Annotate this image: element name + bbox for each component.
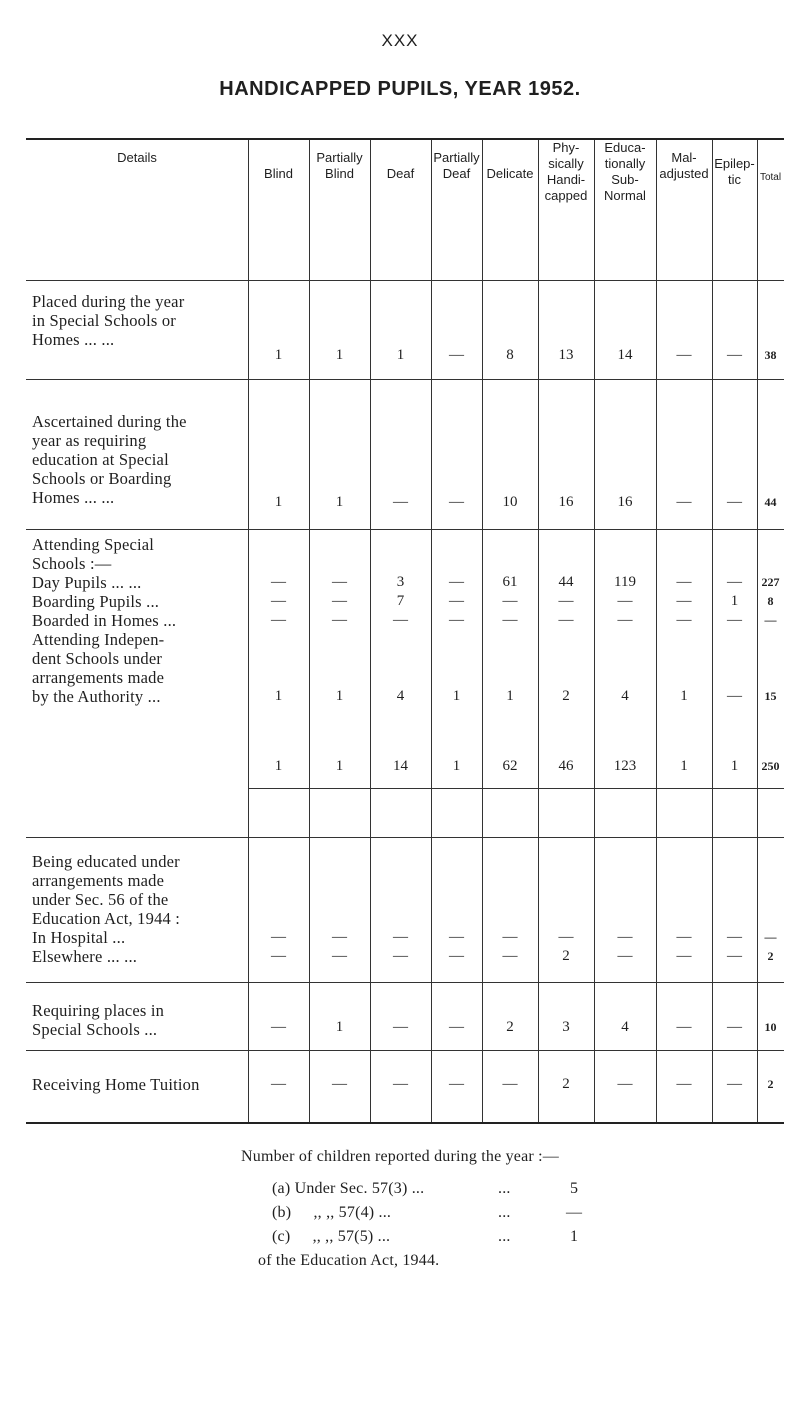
footer-marker: (b) [272, 1204, 292, 1221]
cell-delicate: — [502, 612, 518, 628]
footer-marker: (c) [272, 1228, 291, 1245]
cell-deaf: — [393, 1076, 408, 1092]
cell-epileptic: — [727, 1076, 742, 1092]
cell-delicate: — [502, 948, 518, 964]
cell-maladjusted: 1 [680, 758, 688, 774]
cell-maladjusted: — [676, 1019, 692, 1035]
cell-educationally_subnormal: 119 [614, 574, 636, 590]
cell-total: 8 [767, 594, 774, 608]
cell-epileptic: — [727, 612, 742, 628]
footer-dots: ... [498, 1204, 511, 1221]
cell-deaf: 7 [396, 593, 405, 609]
footer-text: ,, ,, 57(5) ... [312, 1228, 391, 1245]
row-label-home-tuition: Receiving Home Tuition [32, 1075, 200, 1094]
cell-blind: 1 [274, 347, 283, 363]
cell-total: 227 [761, 575, 780, 589]
cell-maladjusted: 1 [680, 688, 688, 704]
cell-delicate: — [502, 593, 518, 609]
cell-blind: — [271, 1076, 286, 1092]
cell-physically_handicapped: 2 [562, 1076, 570, 1092]
cell-total: 250 [761, 759, 780, 773]
cell-partially_deaf: — [449, 1019, 464, 1035]
footer-marker: (a) [272, 1180, 291, 1197]
footer-value-b: — [566, 1204, 583, 1221]
cell-delicate: — [502, 929, 518, 945]
footer-item-b [272, 1204, 391, 1222]
cell-educationally_subnormal: — [617, 593, 633, 609]
cell-blind: 1 [274, 688, 283, 704]
cell-partially_blind: 1 [335, 688, 344, 704]
row-rule [26, 837, 784, 838]
cell-epileptic: — [727, 1019, 742, 1035]
cell-total: 38 [764, 348, 777, 362]
cell-physically_handicapped: 13 [558, 347, 574, 363]
row-label-requiring-places: Requiring places in Special Schools ... [32, 1001, 165, 1039]
cell-delicate: 62 [502, 758, 518, 774]
cell-total: 15 [764, 689, 777, 703]
row-label-independent-schools: Attending Indepen- dent Schools under arrangements made by the Authority ... [32, 630, 165, 706]
cell-epileptic: — [727, 347, 742, 363]
row-rule [26, 1050, 784, 1051]
cell-total: 44 [764, 495, 777, 509]
footer-text: ,, ,, 57(4) ... [313, 1204, 392, 1221]
header-blind: Blind [264, 166, 293, 181]
footer-dots: ... [498, 1180, 511, 1197]
cell-physically_handicapped: — [558, 929, 574, 945]
header-deaf: Deaf [386, 166, 415, 181]
cell-educationally_subnormal: — [617, 948, 633, 964]
cell-maladjusted: — [676, 347, 692, 363]
cell-delicate: — [502, 1076, 518, 1092]
cell-maladjusted: — [676, 593, 692, 609]
cell-partially_deaf: — [449, 612, 464, 628]
footer-item-a [272, 1180, 424, 1198]
cell-blind: 1 [274, 758, 283, 774]
header-partially-blind: Partially Blind [316, 150, 363, 181]
cell-total: — [764, 930, 777, 944]
cell-epileptic: — [727, 494, 742, 510]
cell-educationally_subnormal: 14 [617, 347, 633, 363]
page-number: XXX [381, 31, 419, 50]
cell-blind: — [271, 612, 286, 628]
cell-total: — [764, 613, 777, 627]
cell-partially_deaf: — [449, 929, 464, 945]
cell-educationally_subnormal: 4 [621, 688, 629, 704]
cell-partially_blind: — [332, 593, 347, 609]
cell-partially_deaf: 1 [452, 688, 461, 704]
cell-deaf: — [393, 494, 408, 510]
cell-educationally_subnormal: 16 [617, 494, 633, 510]
cell-maladjusted: — [676, 929, 692, 945]
cell-partially_deaf: — [449, 574, 464, 590]
cell-partially_deaf: 1 [452, 758, 461, 774]
cell-blind: — [271, 574, 286, 590]
header-epileptic: Epilep- tic [714, 156, 755, 187]
cell-educationally_subnormal: 4 [621, 1019, 629, 1035]
cell-partially_deaf: — [449, 593, 464, 609]
row-label-boarded-homes: Boarded in Homes ... [32, 611, 177, 630]
cell-total: 2 [767, 1077, 774, 1091]
cell-maladjusted: — [676, 948, 692, 964]
cell-blind: — [271, 929, 286, 945]
row-rule [26, 379, 784, 380]
cell-total: 2 [767, 949, 774, 963]
cell-deaf: — [393, 948, 408, 964]
cell-epileptic: — [727, 929, 742, 945]
cell-blind: — [271, 948, 286, 964]
row-label-ascertained: Ascertained during the year as requiring education at Special Schools or Boarding Homes ... ... [32, 412, 187, 507]
cell-physically_handicapped: — [558, 593, 574, 609]
row-label-placed: Placed during the year in Special Schools or Homes ... ... [32, 292, 185, 349]
footer-value-a: 5 [570, 1180, 579, 1197]
footer-intro: Number of children reported during the year :— [241, 1148, 559, 1165]
cell-deaf: 14 [393, 758, 408, 774]
cell-deaf: 3 [396, 574, 405, 590]
row-label-elsewhere: Elsewhere ... ... [32, 947, 138, 966]
cell-partially_deaf: — [449, 347, 464, 363]
cell-delicate: 1 [506, 688, 514, 704]
row-label-boarding-pupils: Boarding Pupils ... [32, 592, 160, 611]
row-label-sec-56: Being educated under arrangements made under Sec. 56 of the Education Act, 1944 : [32, 852, 181, 928]
cell-total: 10 [764, 1020, 777, 1034]
cell-physically_handicapped: 2 [562, 688, 570, 704]
row-label-in-hospital: In Hospital ... [32, 928, 126, 947]
page-title: HANDICAPPED PUPILS, YEAR 1952. [219, 78, 581, 100]
cell-physically_handicapped: 46 [558, 758, 574, 774]
footer-item-c [272, 1228, 390, 1246]
cell-blind: 1 [274, 494, 283, 510]
cell-partially_blind: 1 [335, 494, 344, 510]
cell-partially_blind: — [332, 948, 347, 964]
cell-partially_blind: 1 [335, 347, 344, 363]
row-rule [26, 529, 784, 530]
cell-delicate: 10 [502, 494, 518, 510]
cell-deaf: — [393, 612, 408, 628]
header-partially-deaf: Partially Deaf [433, 150, 480, 181]
cell-partially_blind: — [332, 574, 347, 590]
cell-maladjusted: — [676, 494, 692, 510]
cell-educationally_subnormal: 123 [613, 758, 637, 774]
cell-deaf: 1 [396, 347, 405, 363]
cell-maladjusted: — [676, 1076, 692, 1092]
cell-maladjusted: — [676, 612, 692, 628]
cell-deaf: 4 [396, 688, 405, 704]
cell-deaf: — [393, 929, 408, 945]
cell-delicate: 2 [506, 1019, 514, 1035]
cell-physically_handicapped: 16 [558, 494, 574, 510]
cell-epileptic: — [727, 948, 742, 964]
cell-physically_handicapped: 2 [562, 948, 570, 964]
footer-outro: of the Education Act, 1944. [258, 1252, 440, 1269]
cell-partially_deaf: — [449, 1076, 464, 1092]
cell-partially_blind: 1 [335, 1019, 344, 1035]
cell-delicate: 61 [502, 574, 518, 590]
cell-epileptic: — [727, 688, 742, 704]
cell-blind: — [271, 593, 286, 609]
cell-educationally_subnormal: — [617, 929, 633, 945]
header-total: Total [759, 172, 782, 183]
column-rule [594, 140, 595, 1122]
cell-educationally_subnormal: — [617, 1076, 633, 1092]
cell-maladjusted: — [676, 574, 692, 590]
row-label-attending: Attending Special Schools :— [32, 535, 155, 573]
header-delicate: Delicate [486, 166, 534, 181]
cell-partially_blind: — [332, 1076, 347, 1092]
cell-epileptic: 1 [730, 593, 739, 609]
footer-text: Under Sec. 57(3) ... [294, 1180, 425, 1197]
cell-epileptic: — [727, 574, 742, 590]
cell-epileptic: 1 [730, 758, 739, 774]
cell-educationally_subnormal: — [617, 612, 633, 628]
cell-partially_blind: — [332, 929, 347, 945]
header-maladjusted: Mal- adjusted [659, 150, 709, 181]
cell-physically_handicapped: 3 [562, 1019, 570, 1035]
cell-physically_handicapped: 44 [558, 574, 574, 590]
cell-partially_deaf: — [449, 494, 464, 510]
header-physically-handicapped: Phy- sically Handi- capped [544, 140, 588, 203]
header-educationally-subnormal: Educa- tionally Sub- Normal [604, 140, 646, 203]
cell-partially_deaf: — [449, 948, 464, 964]
cell-delicate: 8 [506, 347, 514, 363]
cell-blind: — [271, 1019, 286, 1035]
subtotal-rule [248, 788, 784, 789]
row-label-day-pupils: Day Pupils ... ... [32, 573, 142, 592]
footer-value-c: 1 [570, 1228, 579, 1245]
row-rule [26, 982, 784, 983]
header-details: Details [117, 150, 157, 165]
cell-partially_blind: 1 [335, 758, 344, 774]
cell-deaf: — [393, 1019, 408, 1035]
handicapped-pupils-table [26, 138, 784, 1124]
cell-partially_blind: — [332, 612, 347, 628]
column-rule [538, 140, 539, 1122]
footer-dots: ... [498, 1228, 511, 1245]
cell-physically_handicapped: — [558, 612, 574, 628]
